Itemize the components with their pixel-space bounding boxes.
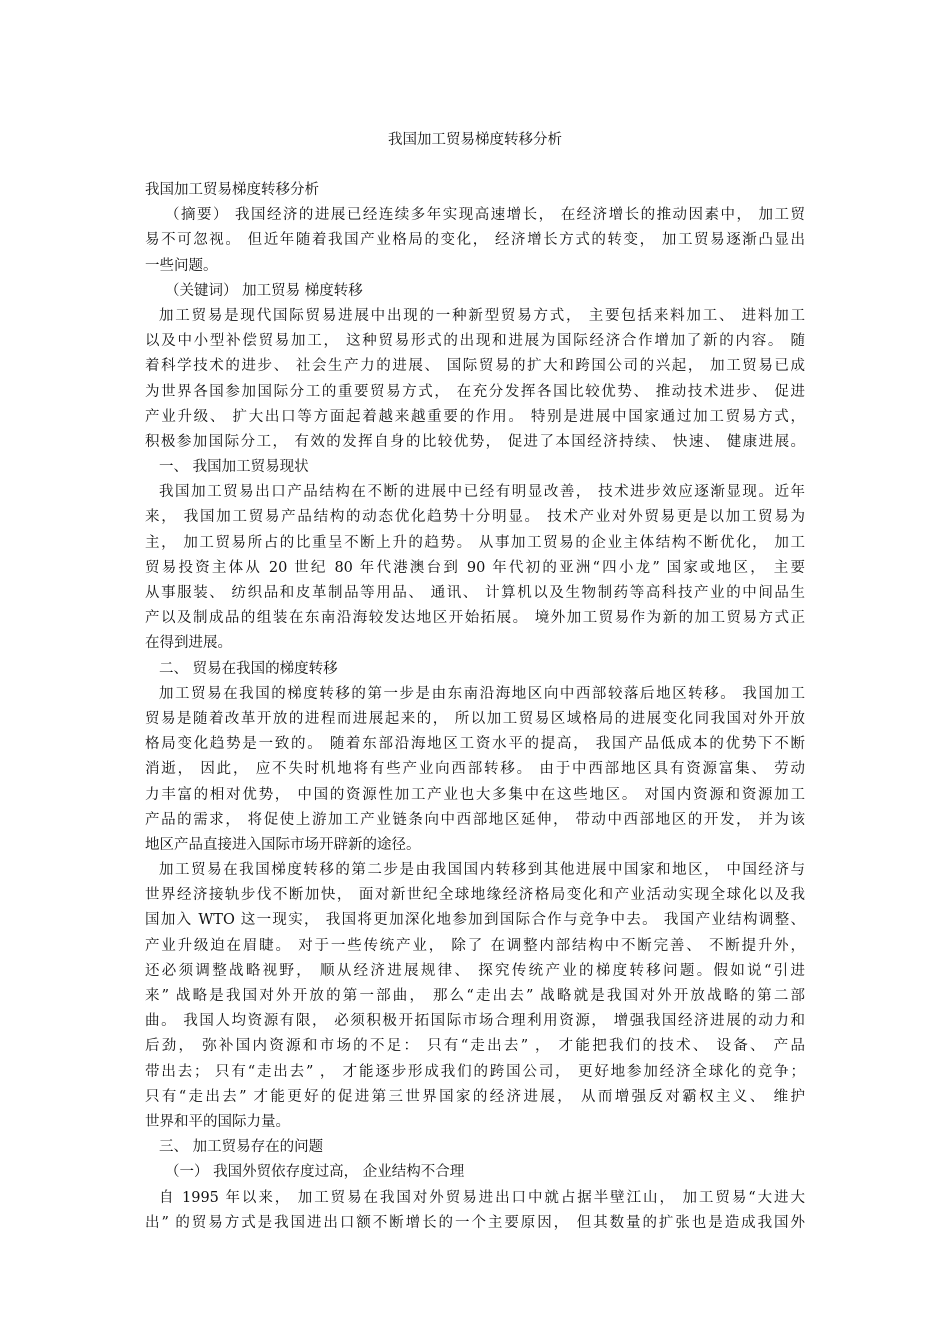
document-body xyxy=(145,178,805,1236)
paragraph-line: 在得到进展。 xyxy=(145,635,232,652)
section-heading: 一、 我国加工贸易现状 xyxy=(159,459,309,476)
paragraph-line: 贸易是随着改革开放的进程而进展起来的， 所以加工贸易区域格局的进展变化同我国对外开放 xyxy=(145,710,805,727)
paragraph-line: 力丰富的相对优势， 中国的资源性加工产业也大多集中在这些地区。 对国内资源和资源加工 xyxy=(145,786,805,803)
subsection-heading: （一） 我国外贸依存度过高， 企业结构不合理 xyxy=(165,1164,465,1181)
paragraph-line: 国加入 WTO 这一现实， 我国将更加深化地参加到国际合作与竞争中去。 我国产业结构调整、 xyxy=(145,912,805,929)
paragraph-line: 消逝， 因此， 应不失时机地将有些产业向西部转移。 由于中西部地区具有资源富集、 劳动 xyxy=(145,761,805,778)
paragraph-line: 我国加工贸易出口产品结构在不断的进展中已经有明显改善， 技术进步效应逐渐显现。近年 xyxy=(159,484,805,501)
paragraph-line: 从事服装、 纺织品和皮革制品等用品、 通讯、 计算机以及生物制药等高科技产业的中间品生 xyxy=(145,585,805,601)
abstract-line: 易不可忽视。 但近年随着我国产业格局的变化， 经济增长方式的转变， 加工贸易逐渐凸显出 xyxy=(145,232,805,249)
paragraph-line: 还必须调整战略视野， 顺从经济进展规律、 探究传统产业的梯度转移问题。假如说“引进 xyxy=(145,962,805,979)
paragraph-line: 加工贸易在我国的梯度转移的第一步是由东南沿海地区向中西部较落后地区转移。 我国加工 xyxy=(159,685,805,702)
paragraph-line: 格局变化趋势是一致的。 随着东部沿海地区工资水平的提高， 我国产品低成本的优势下不断 xyxy=(145,736,805,753)
paragraph-line: 带出去； 只有“走出去” ， 才能逐步形成我们的跨国公司， 更好地参加经济全球化的竞争； xyxy=(145,1063,805,1080)
paragraph-line: 产品的需求， 将促使上游加工产业链条向中西部地区延伸， 带动中西部地区的开发， 并为该 xyxy=(145,811,805,828)
paragraph-line: 世界经济接轨步伐不断加快， 面对新世纪全球地缘经济格局变化和产业活动实现全球化以及我 xyxy=(145,887,805,904)
paragraph-line: 加工贸易在我国梯度转移的第二步是由我国国内转移到其他进展中国家和地区， 中国经济与 xyxy=(159,862,805,879)
paragraph-line: 世界和平的国际力量。 xyxy=(145,1113,290,1130)
paragraph-line: 来， 我国加工贸易产品结构的动态优化趋势十分明显。 技术产业对外贸易更是以加工贸易为 xyxy=(145,509,805,526)
paragraph-line: 出” 的贸易方式是我国进出口额不断增长的一个主要原因， 但其数量的扩张也是造成我国外 xyxy=(145,1214,805,1231)
paragraph-line: 着科学技术的进步、 社会生产力的进展、 国际贸易的扩大和跨国公司的兴起， 加工贸易已成 xyxy=(145,358,805,375)
paragraph-line: 为世界各国参加国际分工的重要贸易方式， 在充分发挥各国比较优势、 推动技术进步、 促进 xyxy=(145,383,805,400)
abstract-line: （摘要） 我国经济的进展已经连续多年实现高速增长， 在经济增长的推动因素中， 加工贸 xyxy=(165,207,805,224)
paragraph-line: 只有“走出去” 才能更好的促进第三世界国家的经济进展， 从而增强反对霸权主义、 维护 xyxy=(145,1088,805,1105)
keywords-line: （关键词） 加工贸易 梯度转移 xyxy=(165,282,363,299)
section-heading: 我国加工贸易梯度转移分析 xyxy=(145,182,319,198)
paragraph-line: 后劲， 弥补国内资源和市场的不足： 只有“走出去” ， 才能把我们的技术、 设备、 产品 xyxy=(145,1038,805,1055)
paragraph-line: 产以及制成品的组装在东南沿海较发达地区开始拓展。 境外加工贸易作为新的加工贸易方式正 xyxy=(145,610,805,627)
document-title: 我国加工贸易梯度转移分析 xyxy=(388,132,562,148)
section-heading: 二、 贸易在我国的梯度转移 xyxy=(159,660,338,677)
paragraph-line: 来” 战略是我国对外开放的第一部曲， 那么“走出去” 战略就是我国对外开放战略的第二部 xyxy=(145,988,805,1004)
paragraph-line: 以及中小型补偿贸易加工， 这种贸易形式的出现和进展为国际经济合作增加了新的内容。 随 xyxy=(145,333,805,350)
paragraph-line: 产业升级、 扩大出口等方面起着越来越重要的作用。 特别是进展中国家通过加工贸易方式， xyxy=(145,408,805,425)
abstract-line: 一些问题。 xyxy=(145,257,218,274)
paragraph-line: 产业升级迫在眉睫。 对于一些传统产业， 除了 在调整内部结构中不断完善、 不断提升外， xyxy=(145,937,805,954)
paragraph-line: 地区产品直接进入国际市场开辟新的途径。 xyxy=(145,836,421,853)
paragraph-line: 加工贸易是现代国际贸易进展中出现的一种新型贸易方式， 主要包括来料加工、 进料加工 xyxy=(159,307,805,324)
paragraph-line: 自 1995 年以来， 加工贸易在我国对外贸易进出口中就占据半壁江山， 加工贸易“大进大 xyxy=(159,1189,805,1206)
paragraph-line: 曲。 我国人均资源有限， 必须积极开拓国际市场合理利用资源， 增强我国经济进展的动力和 xyxy=(145,1013,805,1030)
paragraph-line: 主， 加工贸易所占的比重呈不断上升的趋势。 从事加工贸易的企业主体结构不断优化， 加工 xyxy=(145,534,805,551)
section-heading: 三、 加工贸易存在的问题 xyxy=(159,1139,324,1156)
paragraph-line: 积极参加国际分工， 有效的发挥自身的比较优势， 促进了本国经济持续、 快速、 健康进展。 xyxy=(145,433,805,450)
paragraph-line: 贸易投资主体从 20 世纪 80 年代港澳台到 90 年代初的亚洲“四小龙” 国家或地区， 主要 xyxy=(145,559,805,576)
